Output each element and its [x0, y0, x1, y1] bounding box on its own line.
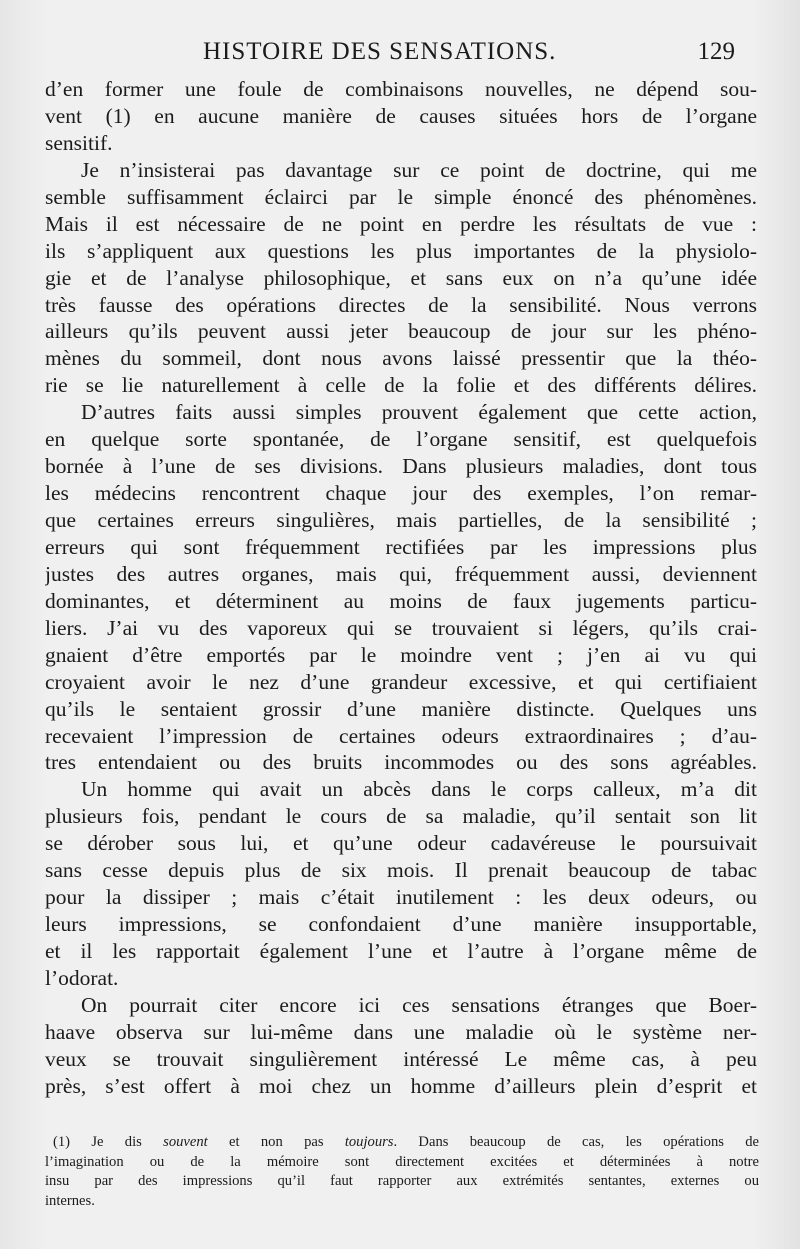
- text-line: gie et de l’analyse philosophique, et sans eux on n’a qu’une idée: [45, 265, 757, 290]
- text-line: liers. J’ai vu des vaporeux qui se trouvaient si légers, qu’ils crai-: [45, 615, 757, 640]
- footnote-emphasis: toujours: [344, 1134, 394, 1150]
- text-line: rie se lie naturellement à celle de la folie et des différents délires.: [45, 373, 757, 398]
- text-line: sensitif.: [45, 130, 113, 155]
- page-number: 129: [697, 38, 735, 65]
- page-header: [45, 38, 757, 74]
- footnote-text: . Dans beaucoup de cas, les opérations de: [393, 1134, 759, 1150]
- footnote-line: l’imagination ou de la mémoire sont directement excitées et déterminées à notre: [45, 1153, 759, 1170]
- footnote-emphasis: souvent: [163, 1134, 208, 1150]
- running-title: HISTOIRE DES SENSATIONS.: [203, 38, 557, 65]
- text-line: croyaient avoir le nez d’une grandeur excessive, et qui certifiaient: [45, 669, 757, 694]
- text-line: veux se trouvait singulièrement intéressé Le même cas, à peu: [45, 1046, 757, 1071]
- text-line: que certaines erreurs singulières, mais partielles, de la sensibilité ;: [45, 508, 757, 532]
- text-line: erreurs qui sont fréquemment rectifiées par les impressions plus: [45, 534, 757, 559]
- footnote-marker: (1): [53, 1134, 71, 1150]
- text-line: D’autres faits aussi simples prouvent également que cette action,: [81, 400, 757, 425]
- text-line: en quelque sorte spontanée, de l’organe sensitif, est quelquefois: [45, 427, 757, 452]
- footnote-line: internes.: [45, 1192, 95, 1209]
- text-line: les médecins rencontrent chaque jour des exemples, l’on remar-: [45, 481, 757, 506]
- text-line: On pourrait citer encore ici ces sensations étranges que Boer-: [81, 992, 757, 1017]
- footnote-text: Je dis: [91, 1134, 164, 1150]
- footnote: [45, 1133, 759, 1211]
- text-line: près, s’est offert à moi chez un homme d’ailleurs plein d’esprit et: [45, 1073, 757, 1098]
- text-line: haave observa sur lui-même dans une maladie où le système ner-: [45, 1019, 757, 1044]
- text-line: et il les rapportait également l’une et l’autre à l’organe même de: [45, 939, 757, 963]
- text-line: se dérober sous lui, et qu’une odeur cadavéreuse le poursuivait: [45, 831, 757, 856]
- body-text: [45, 76, 757, 1100]
- text-line: semble suffisamment éclairci par le simple énoncé des phénomènes.: [45, 184, 757, 209]
- text-line: ailleurs qu’ils peuvent aussi jeter beaucoup de jour sur les phéno-: [45, 319, 757, 344]
- text-line: plusieurs fois, pendant le cours de sa maladie, qu’il sentait son lit: [45, 804, 757, 829]
- text-line: Mais il est nécessaire de ne point en perdre les résultats de vue :: [45, 211, 757, 236]
- text-line: tres entendaient ou des bruits incommodes ou des sons agréables.: [45, 750, 757, 775]
- footnote-line: [45, 1133, 759, 1153]
- text-line: justes des autres organes, mais qui, fréquemment aussi, deviennent: [45, 561, 757, 586]
- text-line: l’odorat.: [45, 965, 119, 990]
- footnote-line: insu par des impressions qu’il faut rapporter aux extrémités sentantes, externes ou: [45, 1173, 759, 1189]
- text-line: qu’ils le sentaient grossir d’une manière distincte. Quelques uns: [45, 696, 757, 721]
- text-line: sans cesse depuis plus de six mois. Il prenait beaucoup de tabac: [45, 858, 757, 883]
- text-line: ils s’appliquent aux questions les plus importantes de la physiolo-: [45, 238, 757, 263]
- text-line: mènes du sommeil, dont nous avons laissé pressentir que la théo-: [45, 346, 757, 371]
- text-line: vent (1) en aucune manière de causes situées hors de l’organe: [45, 103, 757, 128]
- text-line: pour la dissiper ; mais c’était inutilement : les deux odeurs, ou: [45, 885, 757, 910]
- footnote-text: et non pas: [207, 1134, 345, 1150]
- text-line: Je n’insisterai pas davantage sur ce point de doctrine, qui me: [81, 157, 757, 182]
- text-line: bornée à l’une de ses divisions. Dans plusieurs maladies, dont tous: [45, 454, 757, 479]
- text-line: leurs impressions, se confondaient d’une manière insupportable,: [45, 912, 757, 937]
- text-line: très fausse des opérations directes de la sensibilité. Nous verrons: [45, 292, 757, 317]
- text-line: gnaient d’être emportés par le moindre vent ; j’en ai vu qui: [45, 642, 757, 667]
- text-line: d’en former une foule de combinaisons nouvelles, ne dépend sou-: [45, 77, 757, 101]
- text-line: Un homme qui avait un abcès dans le corps calleux, m’a dit: [81, 777, 757, 802]
- text-line: dominantes, et déterminent au moins de faux jugements particu-: [45, 588, 757, 613]
- text-line: recevaient l’impression de certaines odeurs extraordinaires ; d’au-: [45, 723, 757, 748]
